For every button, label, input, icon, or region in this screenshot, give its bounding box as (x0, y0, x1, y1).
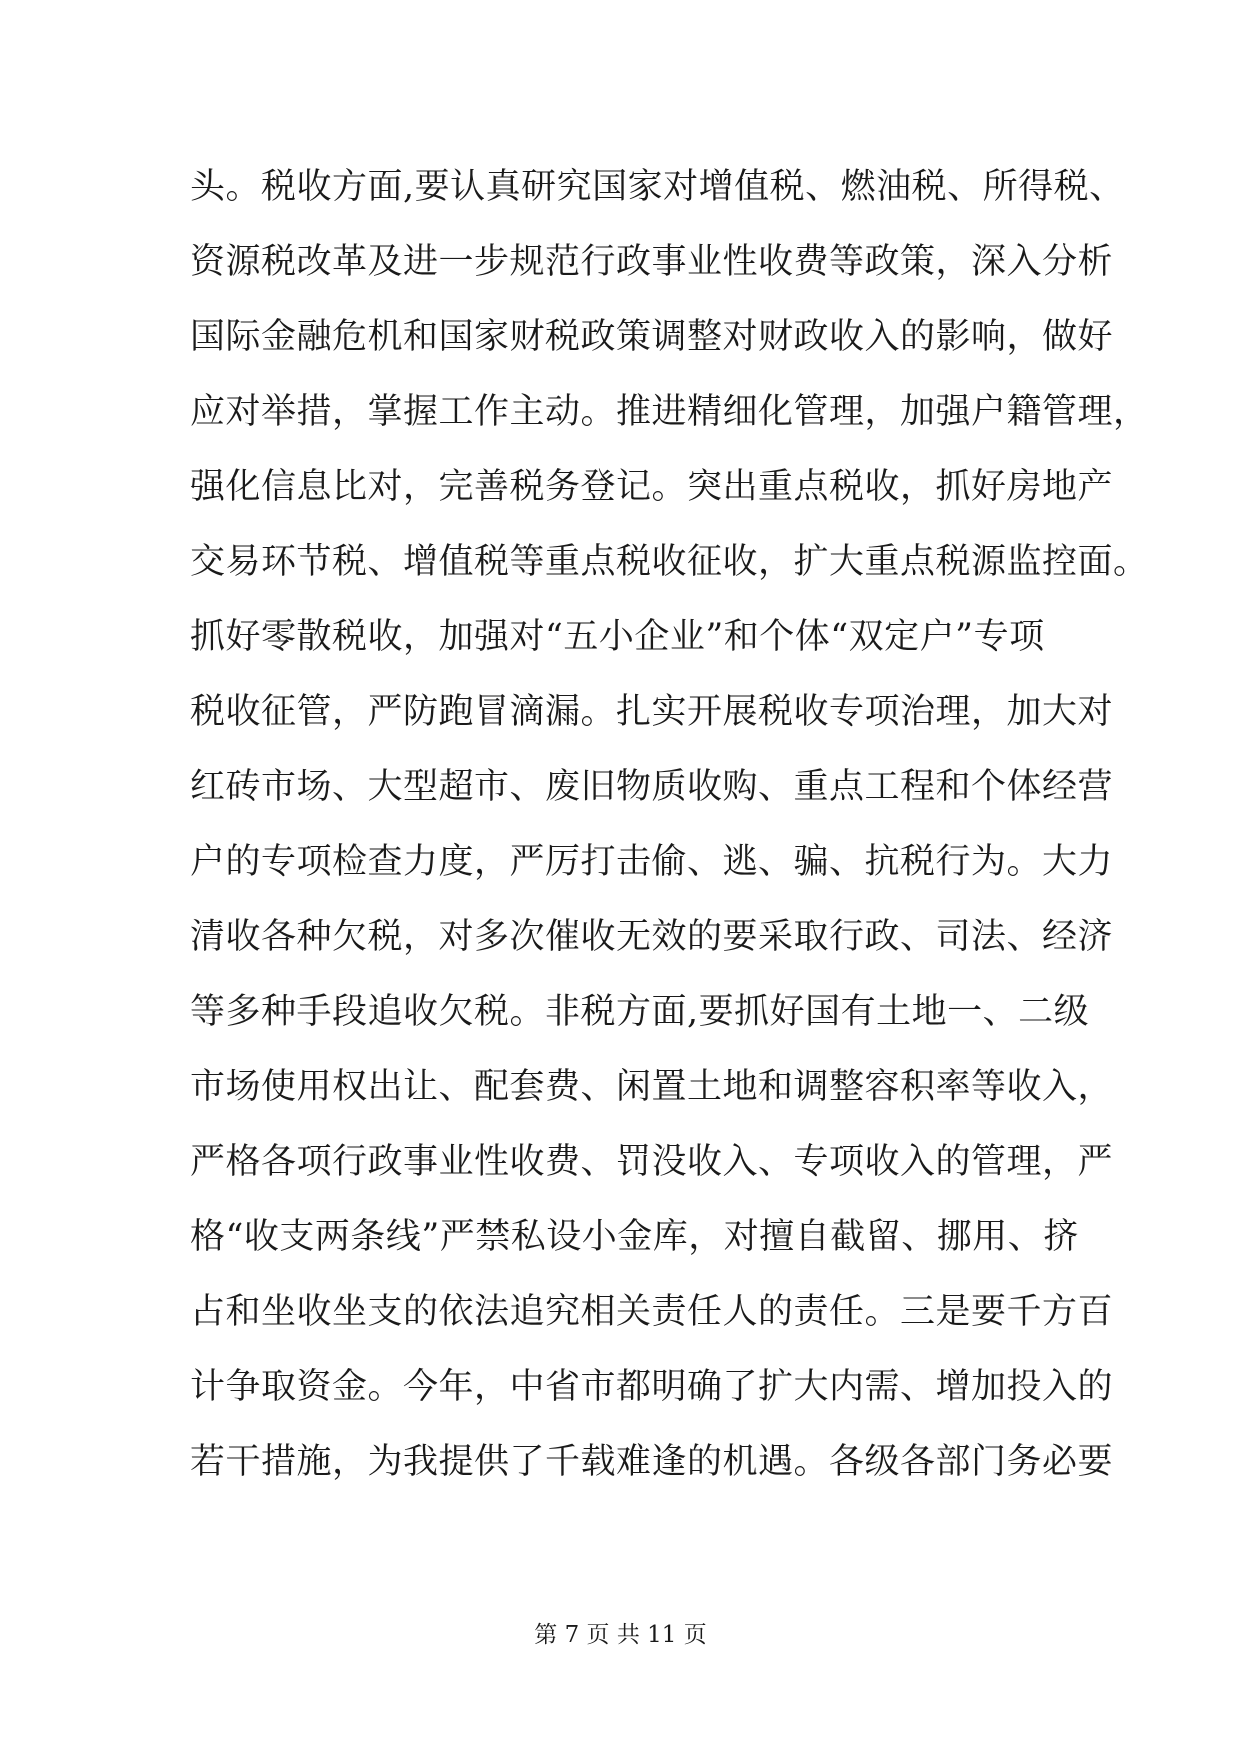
text-line: 占和坐收坐支的依法追究相关责任人的责任。三是要千方百 (190, 1292, 1114, 1332)
text-line: 头。税收方面,要认真研究国家对增值税、燃油税、所得税、 (190, 167, 1125, 207)
text-line: 计争取资金。今年，中省市都明确了扩大内需、增加投入的 (190, 1367, 1114, 1407)
text-line: 格“收支两条线”严禁私设小金库，对擅自截留、挪用、挤 (190, 1217, 1079, 1257)
text-line: 税收征管，严防跑冒滴漏。扎实开展税收专项治理，加大对 (190, 692, 1114, 732)
text-line: 强化信息比对，完善税务登记。突出重点税收，抓好房地产 (190, 467, 1114, 507)
text-line: 严格各项行政事业性收费、罚没收入、专项收入的管理，严 (190, 1142, 1114, 1182)
text-line: 市场使用权出让、配套费、闲置土地和调整容积率等收入， (190, 1067, 1114, 1107)
text-line: 资源税改革及进一步规范行政事业性收费等政策，深入分析 (190, 242, 1114, 282)
text-line: 若干措施，为我提供了千载难逢的机遇。各级各部门务必要 (190, 1442, 1114, 1482)
text-line: 交易环节税、增值税等重点税收征收，扩大重点税源监控面。 (190, 542, 1149, 582)
text-line: 国际金融危机和国家财税政策调整对财政收入的影响，做好 (190, 317, 1114, 357)
text-line: 户的专项检查力度，严厉打击偷、逃、骗、抗税行为。大力 (190, 842, 1114, 882)
body-text (190, 150, 1149, 1500)
text-line: 抓好零散税收，加强对“五小企业”和个体“双定户”专项 (190, 617, 1045, 657)
text-line: 红砖市场、大型超市、废旧物质收购、重点工程和个体经营 (190, 767, 1114, 807)
text-line: 应对举措，掌握工作主动。推进精细化管理，加强户籍管理， (190, 392, 1149, 432)
text-line: 清收各种欠税，对多次催收无效的要采取行政、司法、经济 (190, 917, 1114, 957)
text-line: 等多种手段追收欠税。非税方面,要抓好国有土地一、二级 (190, 992, 1090, 1032)
page-number-footer: 第 7 页 共 11 页 (534, 1622, 707, 1648)
